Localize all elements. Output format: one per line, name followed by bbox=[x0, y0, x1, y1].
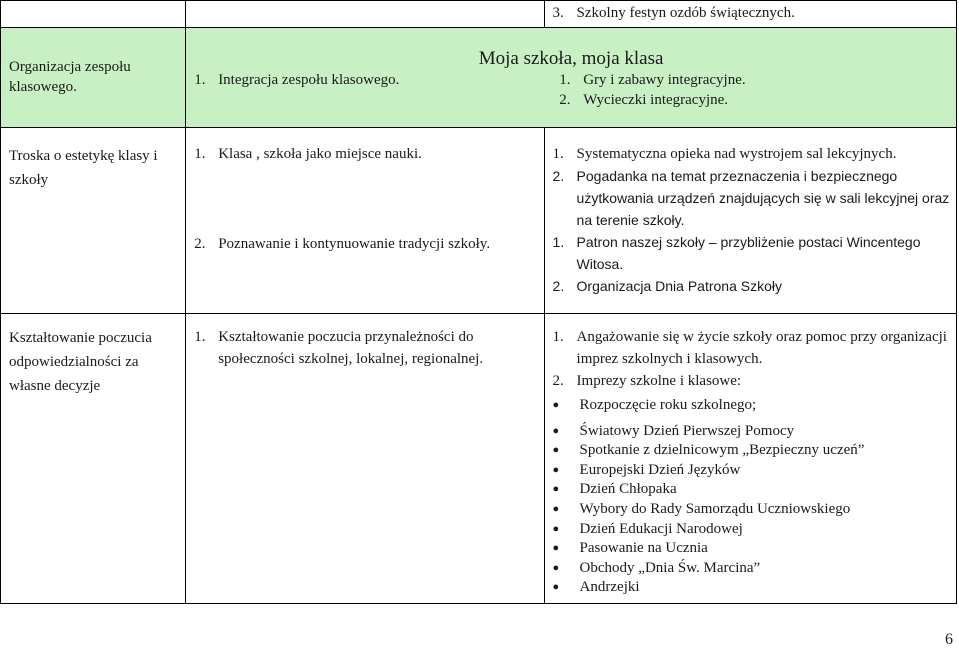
list-item bbox=[553, 231, 950, 275]
list-item bbox=[553, 539, 950, 559]
event-text: Rozpoczęcie roku szkolnego; bbox=[579, 397, 757, 413]
list-item bbox=[194, 144, 537, 164]
item-text: Organizacja Dnia Patrona Szkoły bbox=[576, 278, 782, 294]
table-row bbox=[1, 314, 957, 604]
item-number: 1. bbox=[552, 329, 564, 345]
item-number: 1. bbox=[552, 234, 565, 250]
list-item bbox=[194, 234, 537, 254]
task-cell bbox=[186, 314, 544, 604]
section-title: Moja szkoła, moja klasa bbox=[478, 48, 664, 69]
continuation-row bbox=[1, 1, 957, 28]
item-number: 2. bbox=[559, 92, 571, 108]
list-item bbox=[194, 70, 544, 90]
item-text: Gry i zabawy integracyjne. bbox=[583, 72, 746, 88]
section-row bbox=[1, 28, 957, 128]
list-item bbox=[553, 578, 950, 598]
item-number: 1. bbox=[194, 329, 206, 345]
list-item bbox=[553, 165, 950, 231]
bullet-icon: ● bbox=[552, 561, 560, 574]
bullet-icon: ● bbox=[552, 399, 560, 411]
item-number: 3. bbox=[552, 5, 564, 21]
activity-cell bbox=[544, 1, 956, 28]
task-cell bbox=[186, 128, 544, 314]
activity-cell bbox=[544, 128, 956, 314]
event-text: Pasowanie na Ucznia bbox=[579, 540, 708, 557]
event-text: Andrzejki bbox=[579, 579, 640, 596]
item-number: 1. bbox=[194, 72, 206, 88]
item-text: Imprezy szkolne i klasowe: bbox=[576, 373, 742, 389]
item-number: 2. bbox=[194, 236, 206, 252]
item-text: Poznawanie i kontynuowanie tradycji szkoły. bbox=[218, 236, 491, 252]
item-number: 2. bbox=[552, 373, 564, 389]
event-text: Dzień Chłopaka bbox=[579, 481, 677, 498]
area-cell bbox=[1, 128, 186, 314]
section-content-cell bbox=[186, 28, 957, 128]
list-item bbox=[553, 396, 950, 416]
list-item bbox=[553, 441, 950, 461]
item-number: 2. bbox=[552, 168, 565, 184]
item-number: 2. bbox=[552, 278, 565, 294]
item-text: Klasa , szkoła jako miejsce nauki. bbox=[218, 146, 422, 162]
list-item bbox=[553, 500, 950, 520]
list-item bbox=[553, 520, 950, 540]
item-text: Patron naszej szkoły – przybliżenie postaci Wincentego Witosa. bbox=[576, 234, 921, 272]
list-item bbox=[553, 422, 950, 442]
list-item bbox=[553, 3, 950, 23]
list-item bbox=[553, 559, 950, 579]
item-number: 1. bbox=[552, 146, 564, 162]
item-text: Wycieczki integracyjne. bbox=[583, 92, 729, 108]
events-list bbox=[553, 396, 950, 598]
empty-cell bbox=[186, 1, 544, 28]
item-text: Systematyczna opieka nad wystrojem sal lekcyjnych. bbox=[576, 146, 897, 162]
area-cell bbox=[1, 314, 186, 604]
bullet-icon: ● bbox=[552, 444, 560, 457]
area-text: Kształtowanie poczucia odpowiedzialności za własne decyzje bbox=[9, 330, 152, 394]
item-number: 1. bbox=[194, 146, 206, 162]
bullet-icon: ● bbox=[552, 502, 560, 515]
list-item bbox=[559, 90, 956, 110]
empty-cell bbox=[1, 1, 186, 28]
event-text: Dzień Edukacji Narodowej bbox=[579, 520, 743, 537]
bullet-icon: ● bbox=[552, 542, 560, 555]
item-text: Integracja zespołu klasowego. bbox=[218, 72, 400, 88]
bullet-icon: ● bbox=[552, 463, 560, 476]
item-text: Angażowanie się w życie szkoły oraz pomoc przy organizacji imprez szkolnych i klasowych. bbox=[576, 329, 947, 367]
bullet-icon: ● bbox=[552, 424, 560, 437]
item-text: Szkolny festyn ozdób świątecznych. bbox=[576, 5, 795, 21]
event-text: Spotkanie z dzielnicowym „Bezpieczny uczeń” bbox=[579, 442, 865, 459]
list-item bbox=[553, 480, 950, 500]
list-item bbox=[553, 326, 950, 370]
item-number: 1. bbox=[559, 72, 571, 88]
event-text: Obchody „Dnia Św. Marcina” bbox=[579, 559, 761, 576]
event-text: Światowy Dzień Pierwszej Pomocy bbox=[579, 422, 795, 439]
list-item bbox=[553, 461, 950, 481]
area-text: Troska o estetykę klasy i szkoły bbox=[9, 148, 158, 188]
area-cell bbox=[1, 28, 186, 128]
event-text: Europejski Dzień Języków bbox=[579, 461, 741, 478]
list-item bbox=[553, 144, 950, 164]
list-item bbox=[194, 326, 537, 370]
bullet-icon: ● bbox=[552, 522, 560, 535]
bullet-icon: ● bbox=[552, 483, 560, 496]
list-item bbox=[553, 370, 950, 392]
table-row bbox=[1, 128, 957, 314]
page-number: 6 bbox=[945, 631, 953, 648]
list-item bbox=[553, 275, 950, 297]
bullet-icon: ● bbox=[552, 581, 560, 594]
area-text: Organizacja zespołu klasowego. bbox=[9, 59, 131, 95]
event-text: Wybory do Rady Samorządu Uczniowskiego bbox=[579, 500, 851, 517]
item-text: Kształtowanie poczucia przynależności do społeczności szkolnej, lokalnej, regionalnej. bbox=[218, 329, 484, 367]
list-item bbox=[559, 70, 956, 90]
activity-cell bbox=[544, 314, 956, 604]
item-text: Pogadanka na temat przeznaczenia i bezpiecznego użytkowania urządzeń znajdujących się w sali lekcyjnej oraz na terenie szkoły. bbox=[576, 168, 950, 228]
